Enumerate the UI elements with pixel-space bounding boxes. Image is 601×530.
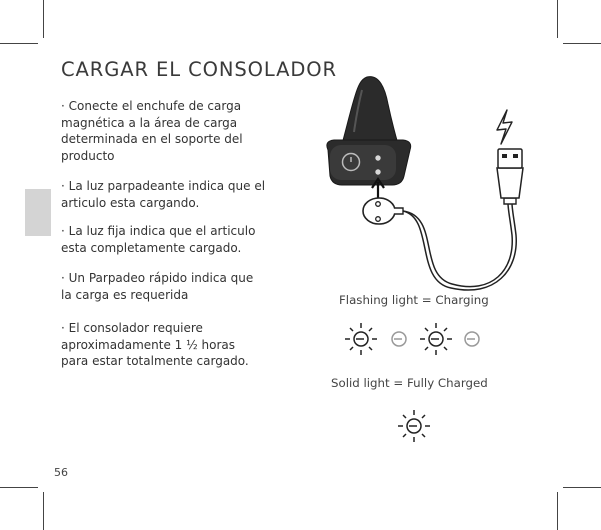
usb-connector: [497, 149, 523, 204]
product-tip: [342, 77, 398, 144]
usb-cable: [403, 203, 512, 287]
light-on-icon: [420, 323, 452, 355]
solid-light-indicator: [398, 410, 430, 442]
flashing-light-indicator: [345, 323, 479, 355]
solid-light-caption: Solid light = Fully Charged: [331, 376, 488, 390]
light-off-icon: [392, 332, 406, 346]
light-on-icon: [345, 323, 377, 355]
lightning-icon: [497, 110, 512, 144]
light-off-icon: [465, 332, 479, 346]
product-base: [327, 140, 411, 185]
flashing-light-caption: Flashing light = Charging: [339, 293, 489, 307]
instruction-connect: · Conecte el enchufe de carga magnética a la área de carga determinada en el soporte del producto: [61, 99, 243, 163]
instruction-flashing: · La luz parpadeante indica que el articulo esta cargando.: [61, 179, 266, 210]
magnetic-charging-plug: [363, 198, 403, 224]
instruction-charge-time: · El consolador requiere aproximadamente 1 ½ horas para estar totalmente cargado.: [61, 321, 249, 369]
instruction-solid: · La luz fija indica que el articulo esta completamente cargado.: [61, 224, 256, 255]
page-title: CARGAR EL CONSOLADOR: [61, 58, 337, 81]
light-on-icon: [398, 410, 430, 442]
page-number: 56: [54, 466, 68, 479]
instruction-rapid-blink: · Un Parpadeo rápido indica que la carga es requerida: [61, 271, 254, 302]
